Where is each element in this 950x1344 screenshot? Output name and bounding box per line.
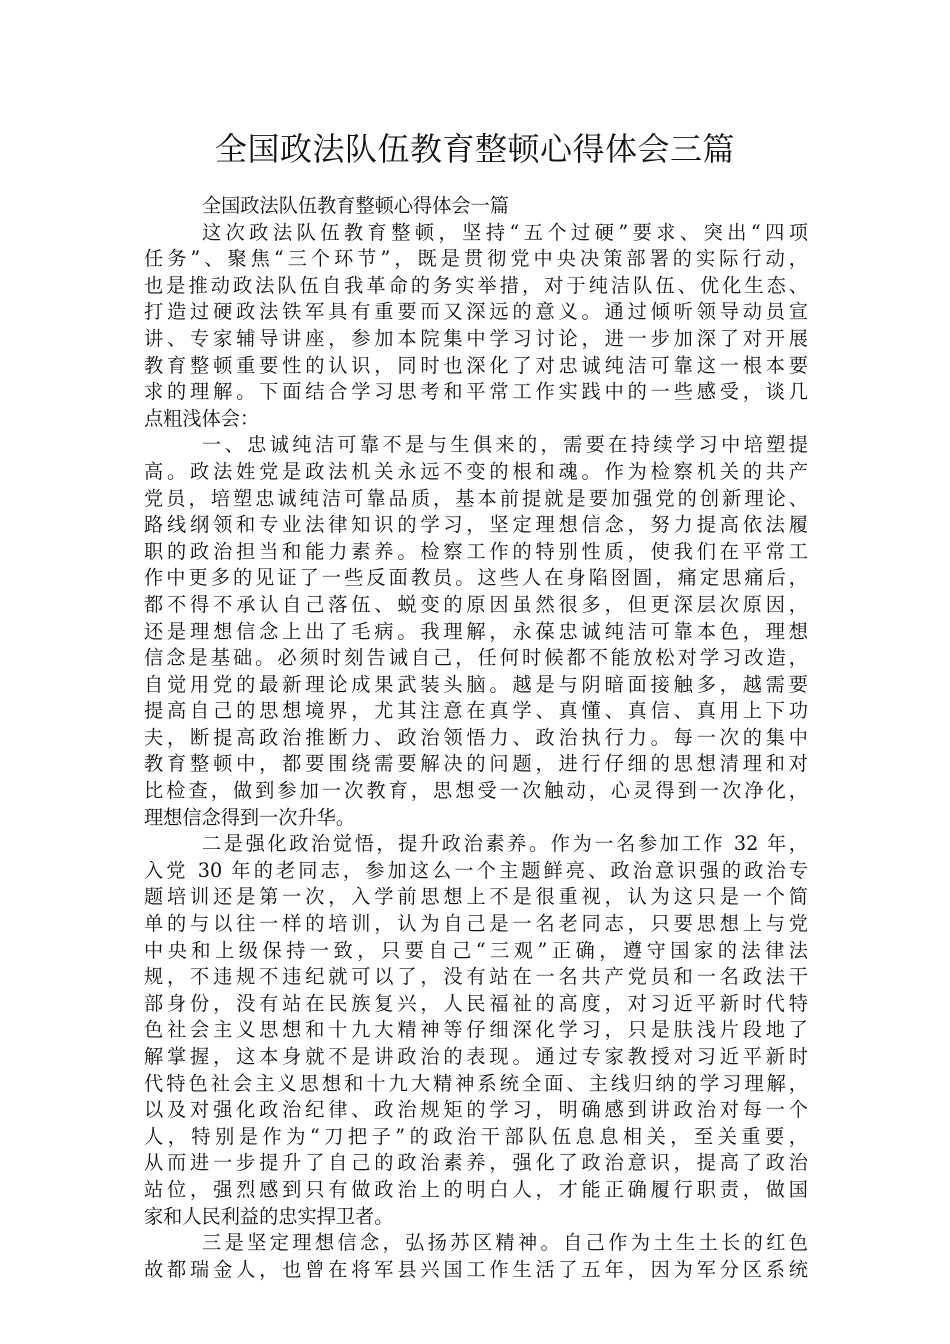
- paragraph-line: 以及对强化政治纪律、政治规矩的学习，明确感到讲政治对每一个: [144, 1098, 808, 1122]
- paragraph-line: 故都瑞金人，也曾在将军县兴国工作生活了五年，因为军分区系统: [144, 1257, 808, 1281]
- paragraph-line: 站位，强烈感到只有做政治上的明白人，才能正确履行职责，做国: [144, 1177, 808, 1201]
- paragraph-line: 题培训还是第一次，入学前思想上不是很重视，认为这只是一个简: [144, 885, 808, 909]
- paragraph-line: 代特色社会主义思想和十九大精神系统全面、主线归纳的学习理解，: [144, 1071, 808, 1095]
- paragraph-line: 讲、专家辅导讲座，参加本院集中学习讨论，进一步加深了对开展: [144, 326, 808, 350]
- paragraph-line: 理想信念得到一次升华。: [144, 805, 356, 829]
- section-heading: 全国政法队伍教育整顿心得体会一篇: [202, 194, 509, 217]
- paragraph-line: 从而进一步提升了自己的政治素养，强化了政治意识，提高了政治: [144, 1151, 808, 1175]
- paragraph-line: 点粗浅体会：: [144, 406, 260, 430]
- document-body: [144, 193, 808, 1283]
- paragraph-line: 高。政法姓党是政法机关永远不变的根和魂。作为检察机关的共产: [144, 459, 808, 483]
- paragraph-line: 提高自己的思想境界，尤其注意在真学、真懂、真信、真用上下功: [144, 699, 808, 723]
- paragraph-line: 色社会主义思想和十九大精神等仔细深化学习，只是肤浅片段地了: [144, 1018, 808, 1042]
- paragraph-line: 一、忠诚纯洁可靠不是与生俱来的，需要在持续学习中培塑提: [202, 433, 808, 457]
- paragraph-line: 教育整顿中，都要围绕需要解决的问题，进行仔细的思想清理和对: [144, 752, 808, 776]
- paragraph-line: 任务”、聚焦“三个环节”，既是贯彻党中央决策部署的实际行动，: [144, 247, 808, 271]
- paragraph-line: 求的理解。下面结合学习思考和平常工作实践中的一些感受，谈几: [144, 380, 808, 404]
- paragraph-line: 入党 30 年的老同志，参加这么一个主题鲜亮、政治意识强的政治专: [144, 858, 808, 882]
- paragraph-line: 部身份，没有站在民族复兴，人民福祉的高度，对习近平新时代特: [144, 991, 808, 1015]
- paragraph-line: 家和人民利益的忠实捍卫者。: [144, 1204, 394, 1228]
- paragraph-line: 还是理想信念上出了毛病。我理解，永葆忠诚纯洁可靠本色，理想: [144, 619, 808, 643]
- paragraph-line: 解掌握，这本身就不是讲政治的表现。通过专家教授对习近平新时: [144, 1045, 808, 1068]
- paragraph-line: 中央和上级保持一致，只要自己“三观”正确，遵守国家的法律法: [144, 938, 808, 962]
- paragraph-line: 作中更多的见证了一些反面教员。这些人在身陷囹圄，痛定思痛后，: [144, 566, 808, 590]
- paragraph-line: 信念是基础。必须时刻告诫自己，任何时候都不能放松对学习改造，: [144, 646, 808, 670]
- paragraph-line: 二是强化政治觉悟，提升政治素养。作为一名参加工作 32 年，: [202, 832, 808, 856]
- paragraph-line: 人，特别是作为“刀把子”的政治干部队伍息息相关，至关重要，: [144, 1124, 808, 1148]
- paragraph-line: 这次政法队伍教育整顿，坚持“五个过硬”要求、突出“四项: [202, 220, 808, 244]
- paragraph-line: 自觉用党的最新理论成果武装头脑。越是与阴暗面接触多，越需要: [144, 672, 808, 696]
- paragraph-line: 教育整顿重要性的认识，同时也深化了对忠诚纯洁可靠这一根本要: [144, 353, 808, 377]
- paragraph-line: 三是坚定理想信念，弘扬苏区精神。自己作为土生土长的红色: [202, 1231, 808, 1255]
- paragraph-line: 职的政治担当和能力素养。检察工作的特别性质，使我们在平常工: [144, 539, 808, 563]
- paragraph-line: 夫，断提高政治推断力、政治领悟力、政治执行力。每一次的集中: [144, 725, 808, 749]
- paragraph-line: 党员，培塑忠诚纯洁可靠品质，基本前提就是要加强党的创新理论、: [144, 486, 808, 510]
- paragraph-line: 单的与以往一样的培训，认为自己是一名老同志，只要思想上与党: [144, 912, 808, 936]
- paragraph-line: 路线纲领和专业法律知识的学习，坚定理想信念，努力提高依法履: [144, 513, 808, 537]
- paragraph-line: 比检查，做到参加一次教育，思想受一次触动，心灵得到一次净化，: [144, 779, 808, 803]
- paragraph-line: 规，不违规不违纪就可以了，没有站在一名共产党员和一名政法干: [144, 965, 808, 989]
- paragraph-line: 打造过硬政法铁军具有重要而又深远的意义。通过倾听领导动员宣: [144, 300, 808, 324]
- paragraph-line: 也是推动政法队伍自我革命的务实举措，对于纯洁队伍、优化生态、: [144, 273, 808, 297]
- document-title: 全国政法队伍教育整顿心得体会三篇: [214, 130, 735, 168]
- paragraph-line: 都不得不承认自己落伍、蜕变的原因虽然很多，但更深层次原因，: [144, 592, 808, 616]
